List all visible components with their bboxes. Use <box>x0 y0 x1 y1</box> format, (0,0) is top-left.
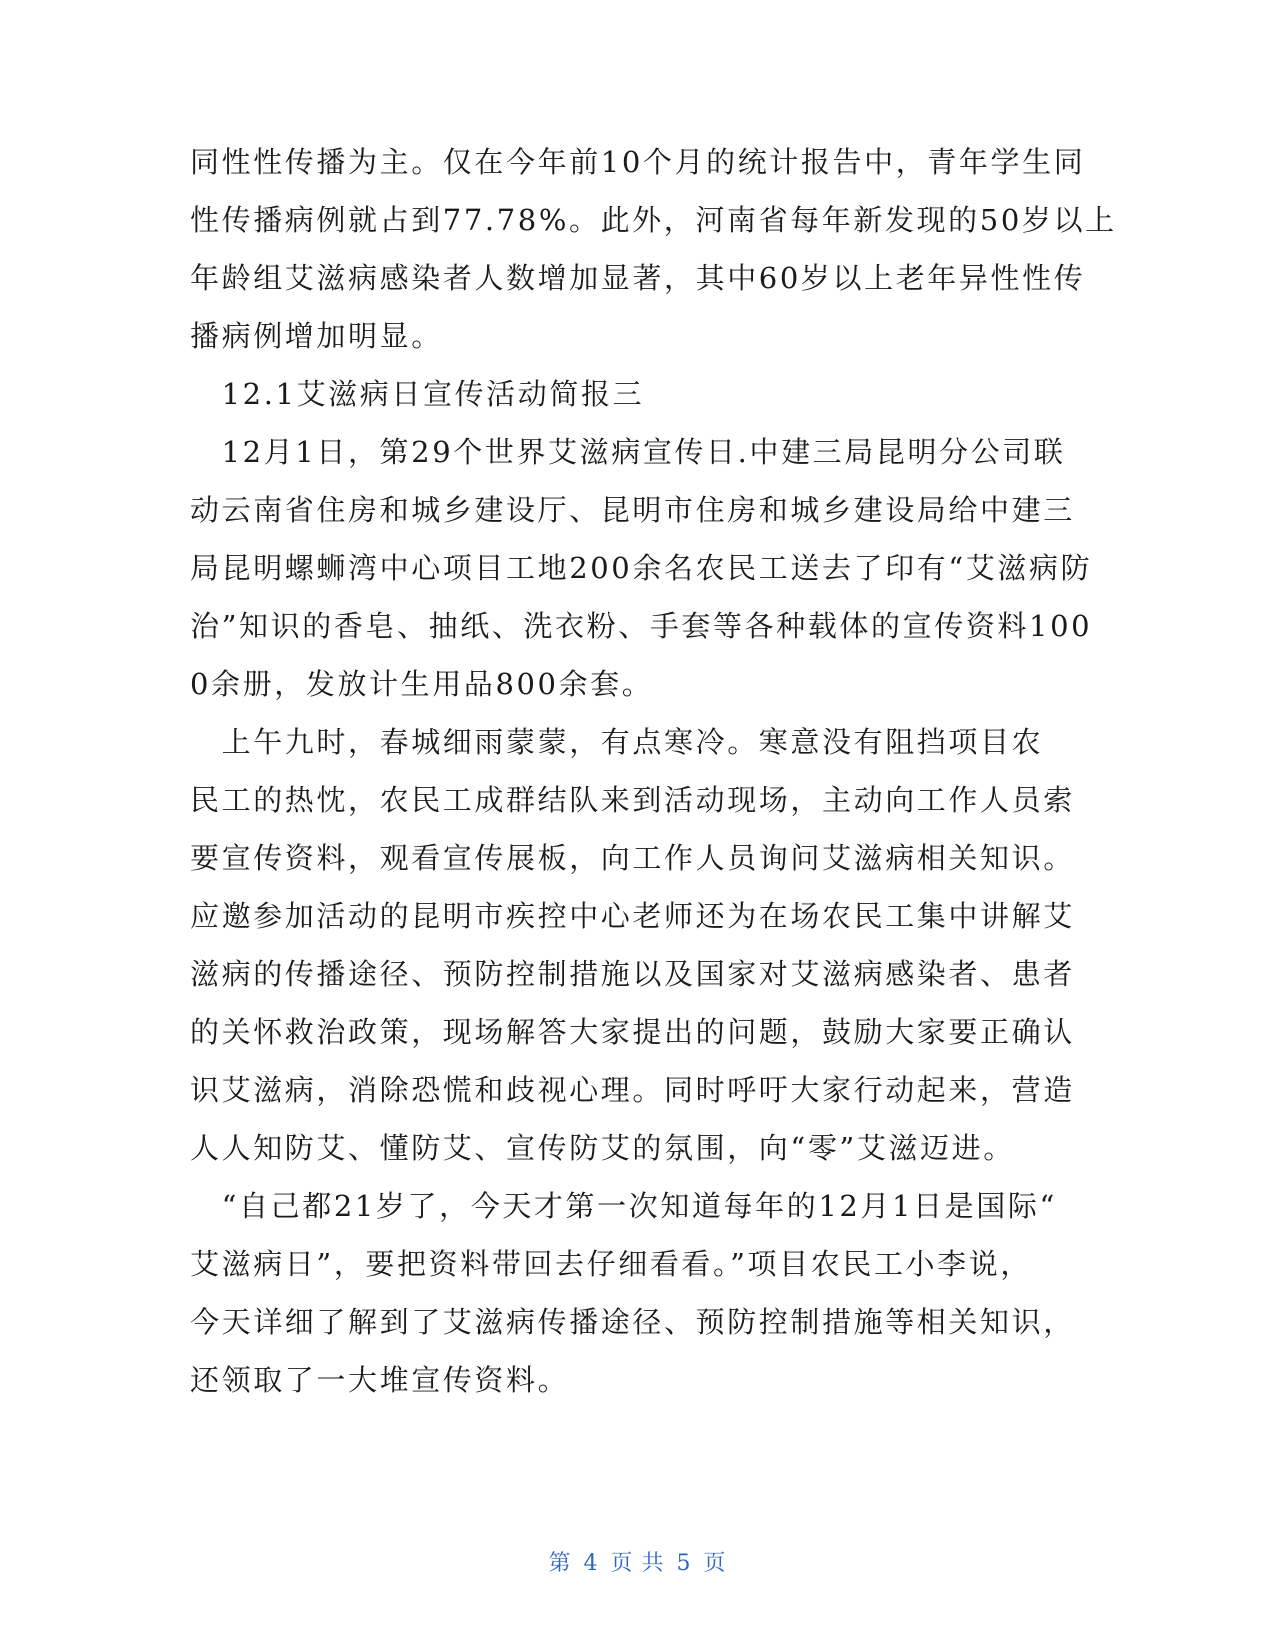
body-line-16: 的关怀救治政策，现场解答大家提出的问题，鼓励大家要正确认 <box>190 1015 1075 1049</box>
footer-middle: 页 共 <box>610 1551 665 1576</box>
body-line-19: “自己都21岁了，今天才第一次知道每年的12月1日是国际“ <box>190 1189 1057 1223</box>
body-line-9: 治”知识的香皂、抽纸、洗衣粉、手套等各种载体的宣传资料100 <box>190 609 1093 643</box>
body-line-2: 性传播病例就占到77.78%。此外，河南省每年新发现的50岁以上 <box>190 203 1117 237</box>
body-line-3: 年龄组艾滋病感染者人数增加显著，其中60岁以上老年异性性传 <box>190 261 1086 295</box>
body-line-14: 应邀参加活动的昆明市疾控中心老师还为在场农民工集中讲解艾 <box>190 899 1075 933</box>
body-line-11: 上午九时，春城细雨蒙蒙，有点寒冷。寒意没有阻挡项目农 <box>190 725 1044 759</box>
footer-suffix: 页 <box>703 1551 727 1576</box>
body-line-4: 播病例增加明显。 <box>190 319 443 353</box>
footer-current-page: 4 <box>583 1551 599 1576</box>
section-heading: 12.1艾滋病日宣传活动简报三 <box>190 377 645 411</box>
body-line-7: 动云南省住房和城乡建设厅、昆明市住房和城乡建设局给中建三 <box>190 493 1075 527</box>
body-line-10: 0余册，发放计生用品800余套。 <box>190 667 654 701</box>
body-line-22: 还领取了一大堆宣传资料。 <box>190 1363 570 1397</box>
body-line-13: 要宣传资料，观看宣传展板，向工作人员询问艾滋病相关知识。 <box>190 841 1075 875</box>
body-line-20: 艾滋病日”，要把资料带回去仔细看看。”项目农民工小李说， <box>190 1247 1032 1281</box>
body-line-12: 民工的热忱，农民工成群结队来到活动现场，主动向工作人员索 <box>190 783 1075 817</box>
body-line-18: 人人知防艾、懂防艾、宣传防艾的氛围，向“零”艾滋迈进。 <box>190 1131 1015 1165</box>
body-line-21: 今天详细了解到了艾滋病传播途径、预防控制措施等相关知识， <box>190 1305 1075 1339</box>
footer-prefix: 第 <box>548 1551 572 1576</box>
body-line-15: 滋病的传播途径、预防控制措施以及国家对艾滋病感染者、患者 <box>190 957 1075 991</box>
body-line-6: 12月1日，第29个世界艾滋病宣传日.中建三局昆明分公司联 <box>190 435 1066 469</box>
body-line-8: 局昆明螺蛳湾中心项目工地200余名农民工送去了印有“艾滋病防 <box>190 551 1093 585</box>
body-line-17: 识艾滋病，消除恐慌和歧视心理。同时呼吁大家行动起来，营造 <box>190 1073 1075 1107</box>
page-footer <box>0 1546 1275 1577</box>
footer-total-pages: 5 <box>676 1551 692 1576</box>
body-line-1: 同性性传播为主。仅在今年前10个月的统计报告中，青年学生同 <box>190 145 1086 179</box>
